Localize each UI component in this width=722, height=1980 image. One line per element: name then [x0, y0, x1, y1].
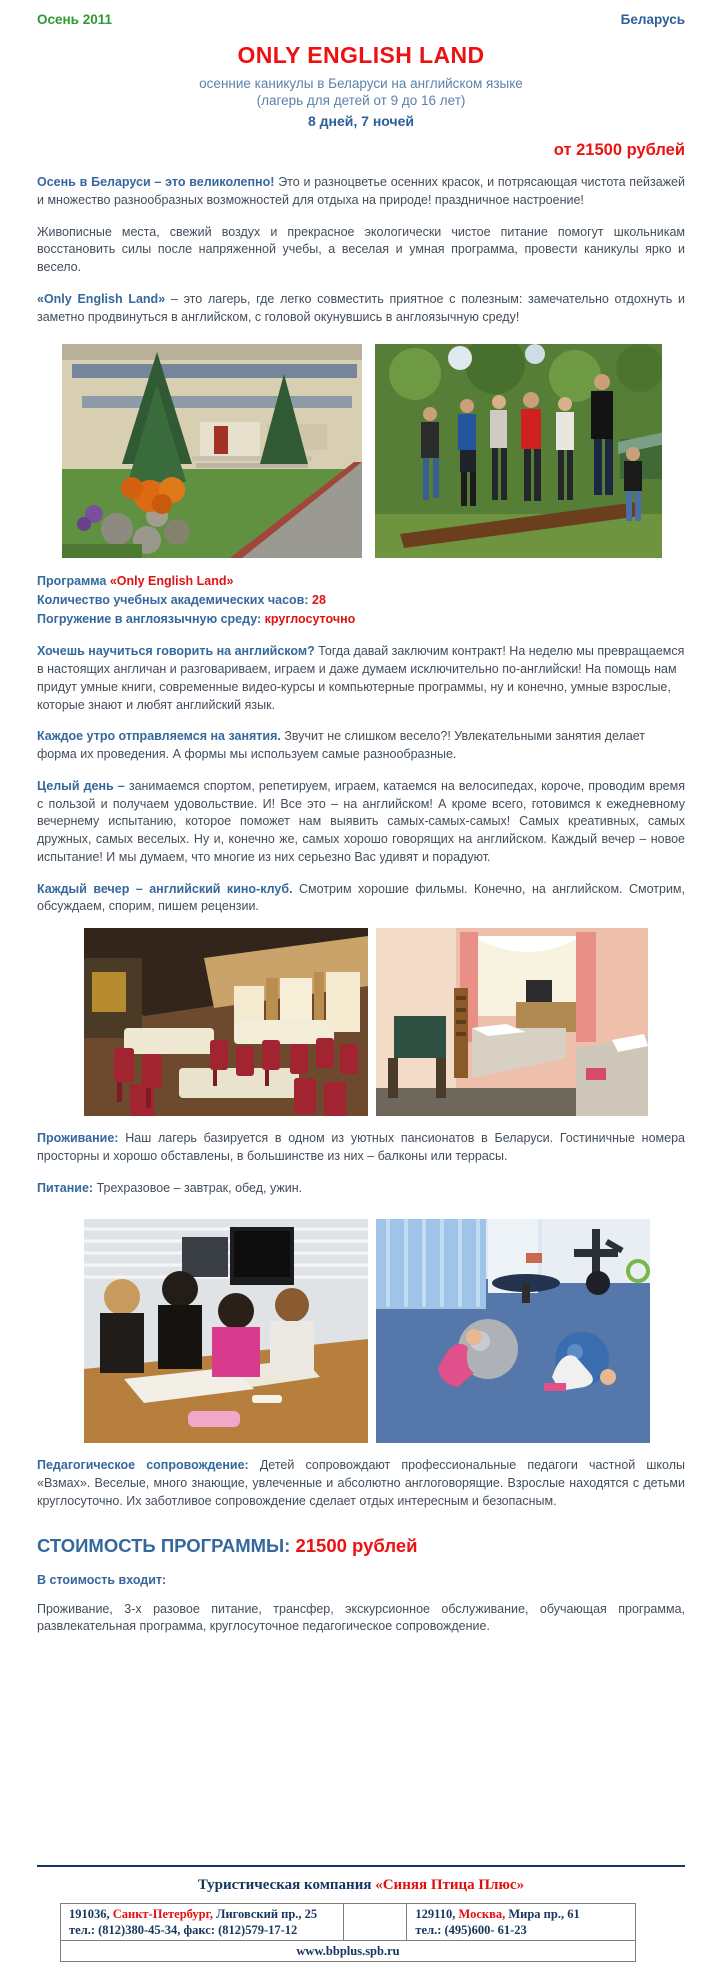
duration-line: 8 дней, 7 ночей: [307, 113, 415, 129]
paragraph-lead: Педагогическое сопровождение:: [37, 1458, 249, 1473]
building-exterior-photo: [62, 344, 362, 558]
program-hours-line: [37, 591, 685, 610]
empty-cell: [344, 1904, 407, 1941]
paragraph-text: – это лагерь, где легко совместить приятное с полезным: замечательно отдохнуть и заметно продвинуться в английском, с головой окунувшись в англоязычную среду!: [37, 291, 685, 324]
program-summary: [37, 572, 685, 629]
program-title-line: [37, 572, 685, 591]
paragraph-text: Наш лагерь базируется в одном из уютных пансионатов в Беларуси. Гостиничные номера просторны и хорошо обставлены, в большинстве из них – балконы или террасы.: [37, 1131, 685, 1163]
paragraph-lead: Хочешь научиться говорить на английском?: [37, 644, 315, 659]
paragraph-lead: «Only English Land»: [37, 291, 166, 306]
paragraph-camp: [37, 291, 685, 327]
footer-divider: [37, 1865, 685, 1867]
cost-includes-text: Проживание, 3-х разовое питание, трансфер, экскурсионное обслуживание, обучающая программа, развлекательная программа, круглосуточное педагогическое сопровождение.: [37, 1601, 685, 1634]
flex-spacer: [37, 1636, 685, 1865]
footer: [37, 1865, 685, 1980]
classroom-photo: [84, 1219, 368, 1443]
paragraph-allday: [37, 778, 685, 867]
paragraph-text: Звучит не слишком весело?! Увлекательными занятия делает форма их проведения. А формы мы используем самые разнообразные.: [37, 729, 646, 761]
cost-value: 21500 рублей: [295, 1534, 418, 1556]
website-cell: [61, 1941, 636, 1962]
paragraph-nature: [37, 224, 685, 277]
photo-row-1: [37, 344, 685, 558]
season-label: Осень 2011: [37, 12, 113, 27]
website-link: www.bbplus.spb.ru: [296, 1944, 400, 1958]
company-line: [37, 1877, 685, 1894]
program-label: Программа: [37, 574, 107, 589]
spb-contact-cell: [61, 1904, 344, 1941]
paragraph-lead: Каждый вечер – английский кино-клуб.: [37, 881, 293, 896]
table-row: [61, 1941, 636, 1962]
paragraph-lead: Осень в Беларуси – это великолепно!: [37, 175, 275, 189]
cost-heading: [37, 1535, 685, 1557]
program-value: круглосуточно: [264, 612, 356, 627]
paragraph-pedagogy: [37, 1457, 685, 1510]
spb-city: Санкт-Петербург,: [112, 1907, 217, 1921]
dining-room-photo: [84, 928, 368, 1116]
paragraph-autumn: [37, 174, 685, 210]
paragraph-text: Это и разноцветье осенних красок, и потрясающая чистота пейзажей и множество разнообразных возможностей для отдыха на природе! праздничное настроение!: [37, 175, 685, 207]
gym-photo: [376, 1219, 650, 1443]
msk-city: Москва,: [458, 1907, 509, 1921]
paragraph-lead: Питание:: [37, 1180, 94, 1195]
program-label: Погружение в англоязычную среду:: [37, 612, 262, 627]
spb-zip: 191036,: [69, 1907, 113, 1921]
msk-phone: тел.: (495)600- 61-23: [415, 1923, 527, 1937]
paragraph-text: Живописные места, свежий воздух и прекрасное экологически чистое питание помогут школьникам восстановить силы после напряженной учебы, а веселая и умная программа, провести каникулы ярко и весело.: [37, 224, 685, 274]
document-header: [37, 12, 685, 27]
cost-includes-label: В стоимость входит:: [37, 1572, 167, 1587]
msk-address: Мира пр., 61: [508, 1907, 580, 1921]
footer-bottom-space: [37, 1962, 685, 1980]
spb-phone: тел.: (812)380-45-34, факс: (812)579-17-12: [69, 1923, 298, 1937]
country-label: Беларусь: [620, 12, 685, 27]
paragraph-text: занимаемся спортом, репетируем, играем, катаемся на велосипедах, короче, проводим время с пользой и получаем удовольствие. И! Все это – на английском! А кроме всего, готовимся к ежедневному вечернему испытанию, которое поможет нам выявить самых-самых-самых! Самых креативных, самых дружных, самых веселых. Ну и, конечно же, самых хорошо говорящих на английском. Каждый вечер – новое испытание! И мы думаем, что многие из них серьезно Вас удивят и порадуют.: [37, 778, 685, 864]
paragraph-text: Детей сопровождают профессиональные педагоги частной школы «Взмах». Веселые, много знающие, увлеченные и абсолютно англоговорящие. Взрослые находятся с детьми круглосуточно. Их заботливое сопровождение сделает отдых интересным и безопасным.: [37, 1458, 685, 1508]
paragraph-morning: [37, 728, 685, 764]
paragraph-accommodation: [37, 1130, 685, 1166]
paragraph-text: Тогда давай заключим контракт! На неделю мы превращаемся в настоящих англичан и разговариваем, играем и даже думаем исключительно по-английски! На помощь нам придут умные книги, современные видео-курсы и компьютерные программы, ну и конечно, умные взрослые, которые знают и любят английский язык.: [37, 644, 685, 712]
teens-on-log-photo: [375, 344, 662, 558]
program-value: «Only English Land»: [109, 574, 234, 589]
page-title: ONLY ENGLISH LAND: [237, 42, 485, 68]
paragraph-text: Смотрим хорошие фильмы. Конечно, на английском. Смотрим, обсуждаем, спорим, пишем рецензии.: [37, 881, 685, 914]
paragraph-lead: Целый день –: [37, 778, 125, 793]
price-from: от 21500 рублей: [553, 141, 685, 159]
photo-row-2: [37, 928, 685, 1116]
subtitle-line2: (лагерь для детей от 9 до 16 лет): [256, 93, 466, 108]
paragraph-cinema: [37, 881, 685, 917]
contacts-table: [60, 1903, 636, 1962]
paragraph-text: Трехразовое – завтрак, обед, ужин.: [96, 1180, 303, 1195]
moscow-contact-cell: [407, 1904, 636, 1941]
paragraph-meals: [37, 1180, 685, 1198]
hotel-room-photo: [376, 928, 648, 1116]
paragraph-lead: Каждое утро отправляемся на занятия.: [37, 729, 281, 744]
paragraph-contract: [37, 643, 685, 714]
company-prefix: Туристическая компания: [197, 1877, 372, 1893]
photo-row-3: [37, 1219, 685, 1443]
subtitle-line1: осенние каникулы в Беларуси на английском языке: [199, 76, 523, 91]
table-row: [61, 1904, 636, 1941]
msk-zip: 129110,: [415, 1907, 459, 1921]
program-value: 28: [312, 593, 326, 608]
program-immersion-line: [37, 610, 685, 629]
cost-label: СТОИМОСТЬ ПРОГРАММЫ:: [37, 1534, 291, 1556]
paragraph-lead: Проживание:: [37, 1131, 119, 1145]
spb-address: Лиговский пр., 25: [216, 1907, 318, 1921]
company-name: «Синяя Птица Плюс»: [375, 1877, 525, 1893]
program-label: Количество учебных академических часов:: [37, 593, 309, 608]
